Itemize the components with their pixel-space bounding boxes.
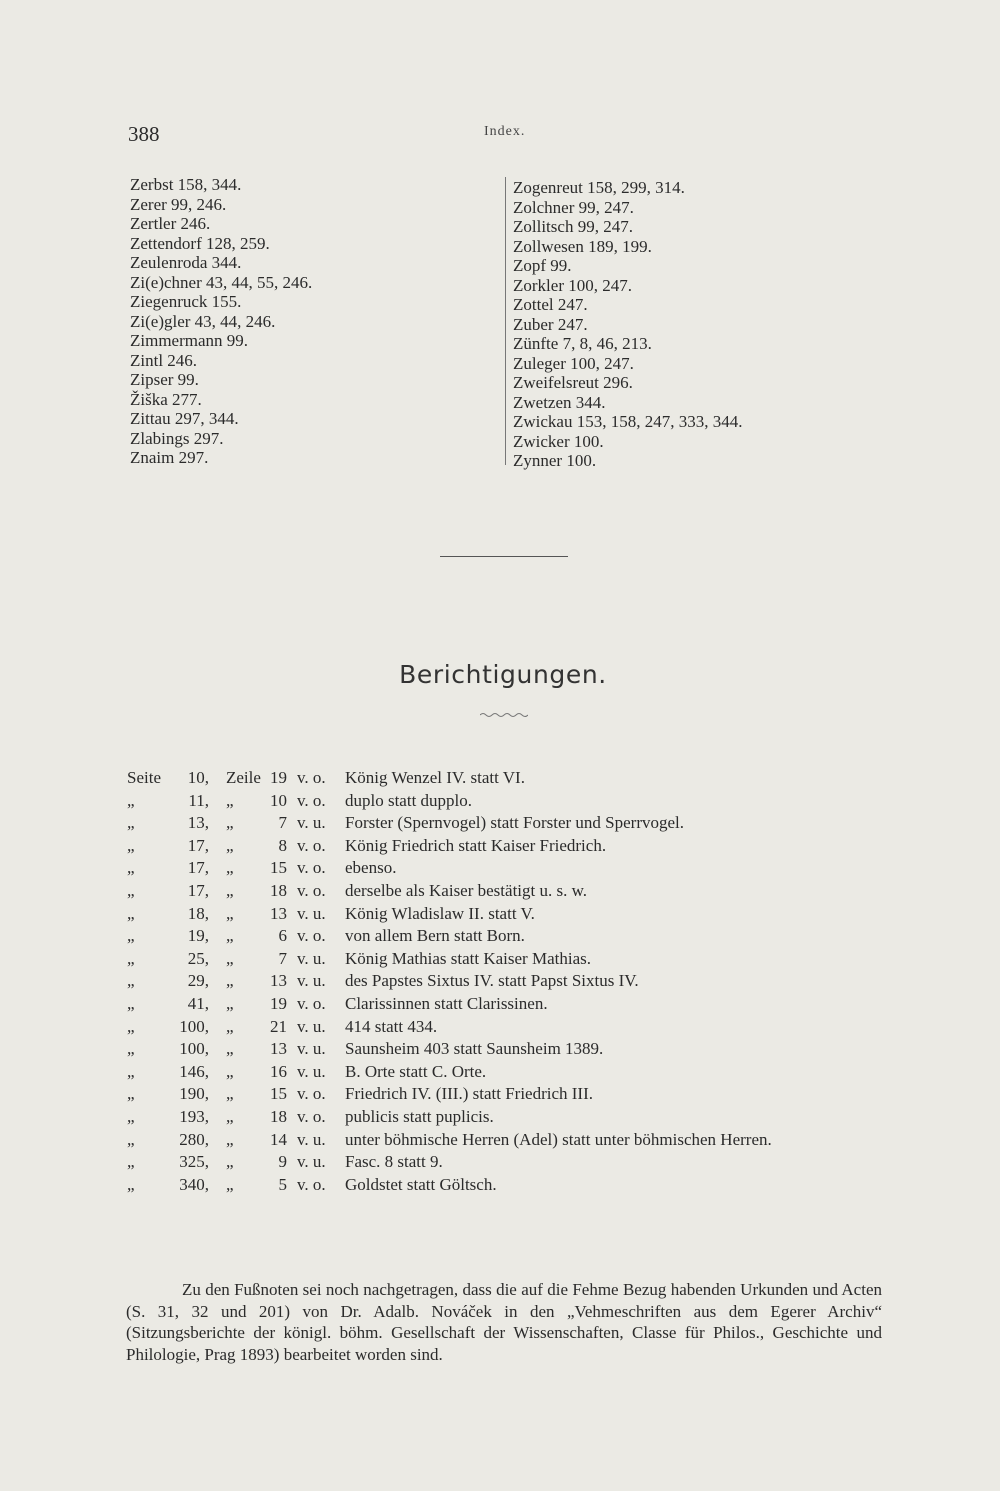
page-ref: 190, xyxy=(179,1084,209,1104)
page-label: „ xyxy=(127,1106,135,1126)
page-ref: 280, xyxy=(179,1129,209,1149)
index-column-right xyxy=(513,178,742,471)
line-ref: 6 xyxy=(278,926,287,946)
page-label: „ xyxy=(127,993,135,1013)
correction-text: ebenso. xyxy=(345,858,397,878)
page-ref: 193, xyxy=(179,1106,209,1126)
correction-text: B. Orte statt C. Orte. xyxy=(345,1061,487,1081)
index-entry: Zerer 99, 246. xyxy=(130,194,227,214)
line-ref: 7 xyxy=(278,813,287,833)
line-ref: 5 xyxy=(278,1174,287,1194)
index-entry: Zimmermann 99. xyxy=(130,331,249,350)
page-label: „ xyxy=(127,1084,135,1104)
index-entry: Zeulenroda 344. xyxy=(130,253,242,272)
column-divider xyxy=(505,177,506,465)
line-direction: v. o. xyxy=(297,926,326,946)
index-entry: Znaim 297. xyxy=(130,448,209,467)
correction-text: Saunsheim 403 statt Saunsheim 1389. xyxy=(345,1039,604,1059)
index-entry: Zittau 297, 344. xyxy=(130,409,239,428)
page-ref: 18, xyxy=(187,903,209,923)
index-entry: Zolchner 99, 247. xyxy=(513,197,634,217)
line-direction: v. u. xyxy=(297,1061,326,1081)
correction-text: derselbe als Kaiser bestätigt u. s. w. xyxy=(345,880,588,900)
correction-text: Goldstet statt Göltsch. xyxy=(345,1174,497,1194)
line-ref: 8 xyxy=(278,835,287,855)
index-entry: Zünfte 7, 8, 46, 213. xyxy=(513,334,652,353)
line-label: „ xyxy=(226,1129,234,1149)
page-label: „ xyxy=(127,903,135,923)
page-label: „ xyxy=(127,1152,135,1172)
correction-text: duplo statt dupplo. xyxy=(345,790,473,810)
index-entry: Zottel 247. xyxy=(513,295,588,314)
correction-text: unter böhmische Herren (Adel) statt unter böhmischen Herren. xyxy=(345,1129,772,1149)
line-ref: 10 xyxy=(270,790,287,810)
line-ref: 9 xyxy=(278,1152,287,1172)
index-entry: Zlabings 297. xyxy=(130,428,224,448)
page-label: „ xyxy=(127,948,135,968)
footnote-paragraph: Zu den Fußnoten sei noch nachgetragen, dass die auf die Fehme Bezug habenden Urkunden und Acten (S. 31, 32 und 201) von Dr. Adalb. Nováček in den „Vehmeschriften aus dem Egerer Archiv“ (Sitzungsberichte der königl. böhm. Gesellschaft der Wissenschaften, Classe für Philos., Geschichte und Philologie, Prag 1893) bearbeitet worden sind. xyxy=(126,1280,882,1364)
correction-text: publicis statt puplicis. xyxy=(345,1106,494,1126)
line-label: „ xyxy=(226,1016,234,1036)
line-direction: v. o. xyxy=(297,768,326,787)
page-ref: 17, xyxy=(187,880,209,900)
line-direction: v. u. xyxy=(297,1039,326,1059)
line-direction: v. o. xyxy=(297,790,326,810)
line-label: „ xyxy=(226,948,234,968)
line-direction: v. u. xyxy=(297,1152,326,1172)
page-ref: 17, xyxy=(187,835,209,855)
page-label: „ xyxy=(127,1039,135,1059)
index-entry: Zwickau 153, 158, 247, 333, 344. xyxy=(513,412,743,431)
index-entry: Zi(e)gler 43, 44, 246. xyxy=(130,311,276,331)
index-entry: Zwetzen 344. xyxy=(513,392,606,412)
page-label: „ xyxy=(127,1129,135,1149)
page-ref: 100, xyxy=(179,1039,209,1059)
line-ref: 15 xyxy=(270,1084,287,1104)
page-label: „ xyxy=(127,1016,135,1036)
index-entry: Zollwesen 189, 199. xyxy=(513,236,652,256)
index-entry: Zynner 100. xyxy=(513,451,597,470)
page-ref: 340, xyxy=(179,1174,209,1194)
line-label: „ xyxy=(226,858,234,878)
page-ref: 19, xyxy=(187,926,209,946)
page-ref: 25, xyxy=(187,948,209,968)
line-label: „ xyxy=(226,790,234,810)
ornament-flourish xyxy=(480,711,528,719)
page-label: „ xyxy=(127,880,135,900)
correction-text: König Mathias statt Kaiser Mathias. xyxy=(345,948,591,968)
page-ref: 10, xyxy=(187,768,209,787)
line-ref: 16 xyxy=(270,1061,287,1081)
section-title: Berichtigungen. xyxy=(399,660,607,689)
line-ref: 7 xyxy=(278,948,287,968)
line-direction: v. o. xyxy=(297,1084,326,1104)
line-label: „ xyxy=(226,1061,234,1081)
page-label: „ xyxy=(127,971,135,991)
index-entry: Zwicker 100. xyxy=(513,431,604,451)
line-ref: 13 xyxy=(270,971,287,991)
line-label: „ xyxy=(226,1152,234,1172)
line-ref: 15 xyxy=(270,858,287,878)
section-divider xyxy=(440,556,568,557)
line-label: „ xyxy=(226,880,234,900)
page-ref: 146, xyxy=(179,1061,209,1081)
line-label: „ xyxy=(226,926,234,946)
index-entry: Zerbst 158, 344. xyxy=(130,175,242,194)
line-direction: v. u. xyxy=(297,903,326,923)
line-direction: v. o. xyxy=(297,858,326,878)
index-column-left xyxy=(130,175,312,468)
line-direction: v. o. xyxy=(297,835,326,855)
line-direction: v. o. xyxy=(297,1174,326,1194)
line-label: „ xyxy=(226,835,234,855)
correction-text: Friedrich IV. (III.) statt Friedrich III. xyxy=(345,1084,593,1104)
index-entry: Zettendorf 128, 259. xyxy=(130,233,270,253)
line-ref: 19 xyxy=(270,768,287,787)
page-ref: 100, xyxy=(179,1016,209,1036)
line-direction: v. o. xyxy=(297,993,326,1013)
line-label: „ xyxy=(226,1174,234,1194)
correction-text: König Wenzel IV. statt VI. xyxy=(345,768,525,787)
line-label: Zeile xyxy=(226,768,261,787)
correction-text: König Friedrich statt Kaiser Friedrich. xyxy=(345,835,607,855)
index-entry: Zipser 99. xyxy=(130,370,199,389)
line-label: „ xyxy=(226,903,234,923)
line-direction: v. u. xyxy=(297,1129,326,1149)
correction-text: Forster (Spernvogel) statt Forster und Sperrvogel. xyxy=(345,813,684,833)
line-label: „ xyxy=(226,1106,234,1126)
page-label: „ xyxy=(127,813,135,833)
correction-text: des Papstes Sixtus IV. statt Papst Sixtus IV. xyxy=(345,971,639,991)
line-direction: v. o. xyxy=(297,880,326,900)
line-direction: v. u. xyxy=(297,813,326,833)
page-label: „ xyxy=(127,1061,135,1081)
page-ref: 41, xyxy=(187,993,209,1013)
page-label: „ xyxy=(127,858,135,878)
correction-text: König Wladislaw II. statt V. xyxy=(345,903,535,923)
page-label: „ xyxy=(127,790,135,810)
line-label: „ xyxy=(226,1039,234,1059)
index-entry: Zertler 246. xyxy=(130,214,211,233)
line-label: „ xyxy=(226,971,234,991)
index-entry: Zorkler 100, 247. xyxy=(513,275,632,295)
line-direction: v. o. xyxy=(297,1106,326,1126)
index-entry: Zollitsch 99, 247. xyxy=(513,217,633,236)
index-entry: Ziegenruck 155. xyxy=(130,292,242,311)
line-direction: v. u. xyxy=(297,948,326,968)
line-ref: 13 xyxy=(270,1039,287,1059)
page-label: „ xyxy=(127,835,135,855)
line-label: „ xyxy=(226,993,234,1013)
line-ref: 13 xyxy=(270,903,287,923)
correction-text: Fasc. 8 statt 9. xyxy=(345,1152,443,1172)
page-ref: 11, xyxy=(188,790,209,810)
page-ref: 17, xyxy=(187,858,209,878)
line-direction: v. u. xyxy=(297,1016,326,1036)
line-ref: 18 xyxy=(270,1106,287,1126)
line-direction: v. u. xyxy=(297,971,326,991)
index-entry: Žiška 277. xyxy=(130,389,202,409)
correction-text: von allem Bern statt Born. xyxy=(345,926,525,946)
page-number: 388 xyxy=(128,122,160,146)
line-ref: 14 xyxy=(270,1129,287,1149)
line-ref: 19 xyxy=(270,993,287,1013)
index-entry: Zogenreut 158, 299, 314. xyxy=(513,178,685,197)
page-ref: 29, xyxy=(187,971,209,991)
page-ref: 325, xyxy=(179,1152,209,1172)
page-label: Seite xyxy=(127,768,161,787)
page-ref: 13, xyxy=(187,813,209,833)
line-ref: 21 xyxy=(270,1016,287,1036)
correction-text: 414 statt 434. xyxy=(345,1016,438,1036)
index-entry: Zweifelsreut 296. xyxy=(513,373,633,392)
index-entry: Zuleger 100, 247. xyxy=(513,353,634,373)
index-entry: Zopf 99. xyxy=(513,256,572,275)
index-entry: Zintl 246. xyxy=(130,350,198,370)
line-ref: 18 xyxy=(270,880,287,900)
running-head: Index. xyxy=(484,124,526,139)
page-label: „ xyxy=(127,1174,135,1194)
index-entry: Zi(e)chner 43, 44, 55, 246. xyxy=(130,272,313,292)
correction-text: Clarissinnen statt Clarissinen. xyxy=(345,993,548,1013)
page-label: „ xyxy=(127,926,135,946)
line-label: „ xyxy=(226,813,234,833)
line-label: „ xyxy=(226,1084,234,1104)
index-entry: Zuber 247. xyxy=(513,314,588,334)
